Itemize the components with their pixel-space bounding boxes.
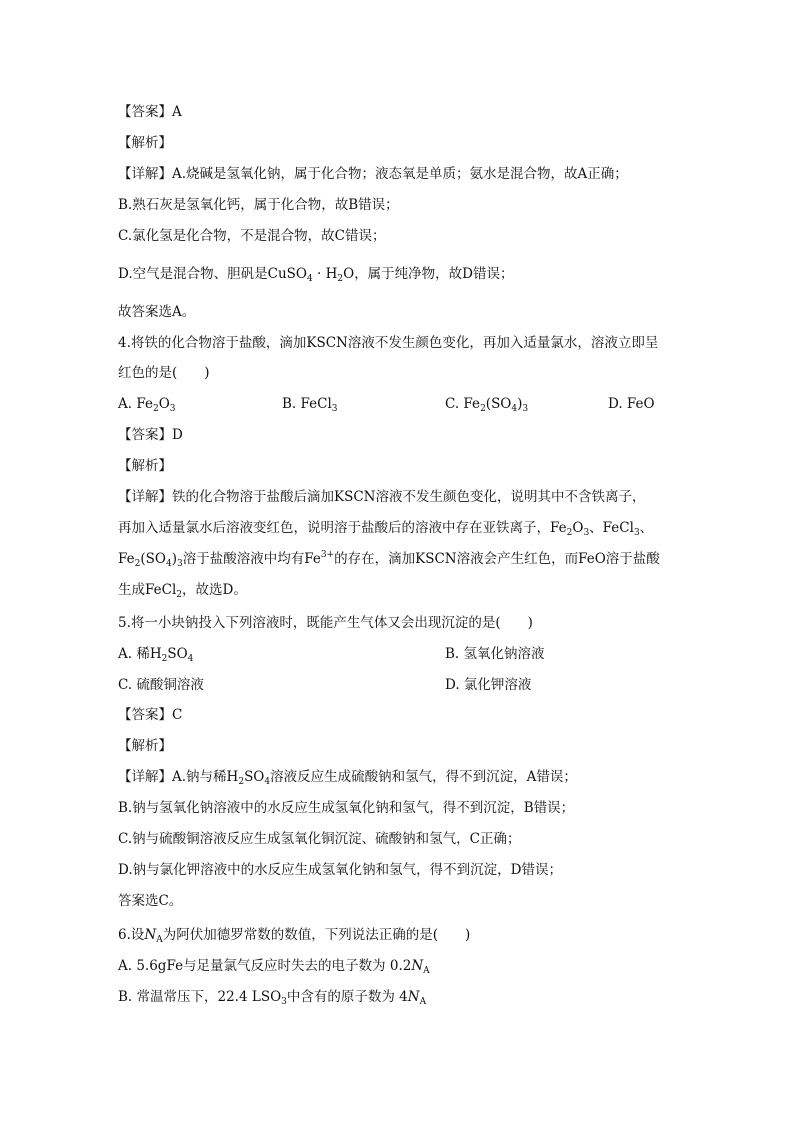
q4-option-a	[118, 394, 176, 414]
stem-text: 为阿伏加德罗常数的数值，下列说法正确的是( )	[162, 927, 471, 943]
detail-text: 生成FeCl	[118, 582, 177, 598]
detail-text: SO	[244, 769, 265, 785]
option-text: A. 稀H	[118, 646, 162, 662]
detail-text: ，故选D。	[182, 582, 247, 598]
q5-conclusion: 答案选C。	[118, 893, 183, 909]
q3-d-formula	[268, 266, 355, 282]
avogadro-symbol: N	[144, 927, 157, 943]
q3-detail-d	[118, 264, 514, 284]
q3-analysis-heading: 【解析】	[118, 135, 172, 151]
q5-answer: 【答案】C	[118, 707, 183, 723]
stem-text: 6.设	[118, 927, 145, 943]
q6-stem	[118, 925, 470, 945]
q4-option-b	[282, 394, 338, 414]
detail-text: 、	[639, 520, 654, 536]
formula-sub: 3	[331, 404, 338, 414]
option-text: A. Fe	[118, 396, 153, 412]
formula-part: CuSO	[267, 266, 307, 282]
q4-stem-line-1: 4.将铁的化合物溶于盐酸，滴加KSCN溶液不发生颜色变化，再加入适量氯水，溶液立即呈	[118, 335, 659, 351]
formula-sub: 3	[522, 404, 529, 414]
q4-analysis-heading: 【解析】	[118, 458, 172, 474]
formula-sub: A	[419, 997, 427, 1007]
q3-detail-b: B.熟石灰是氢氧化钙，属于化合物，故B错误；	[118, 197, 399, 213]
q3-answer: 【答案】A	[118, 104, 182, 120]
formula-sub: 3	[281, 997, 287, 1007]
detail-text: O	[572, 520, 584, 536]
q4-detail-line-2	[118, 518, 653, 538]
q5-analysis-heading: 【解析】	[118, 738, 172, 754]
formula-part: O	[343, 266, 355, 282]
detail-text: 【详解】A.钠与稀H	[118, 769, 239, 785]
formula-sub: 3	[633, 528, 640, 538]
avogadro-symbol: N	[411, 958, 424, 974]
formula-part: · H	[312, 266, 338, 282]
option-text: O	[158, 396, 170, 412]
formula-sub: 4	[306, 274, 313, 284]
detail-text: (SO	[140, 551, 166, 567]
option-text: B. FeCl	[282, 396, 332, 412]
formula-sub: A	[156, 935, 163, 945]
formula-sub: 2	[238, 777, 245, 787]
q3-d-post: ，属于纯净物，故D错误；	[354, 266, 514, 282]
formula-sub: 4	[264, 777, 271, 787]
q5-option-a	[118, 644, 193, 664]
q3-detail-c: C.氯化氢是化合物，不是混合物，故C错误；	[118, 228, 386, 244]
q3-detail-a: 【详解】A.烧碱是氢氧化钠，属于化合物；液态氧是单质；氨水是混合物，故A正确；	[118, 166, 628, 182]
q4-stem-line-2: 红色的是( )	[118, 365, 210, 381]
detail-text: 溶液反应生成硫酸钠和氢气，得不到沉淀，A错误；	[270, 769, 577, 785]
option-text: SO	[167, 646, 188, 662]
q3-conclusion: 故答案选A。	[118, 304, 196, 320]
q3-d-pre: D.空气是混合物、胆矾是	[118, 266, 268, 282]
q5-detail-a	[118, 767, 577, 787]
formula-sub: 3	[169, 404, 176, 414]
formula-sub: 2	[176, 590, 182, 600]
q5-option-c: C. 硫酸铜溶液	[118, 677, 204, 693]
q4-option-c	[445, 394, 528, 414]
option-text: C. Fe	[445, 396, 481, 412]
q4-option-d: D. FeO	[608, 396, 655, 412]
q4-detail-line-3	[118, 549, 660, 569]
q4-detail-line-4	[118, 580, 247, 600]
q6-option-a	[118, 956, 430, 976]
q5-detail-d: D.钠与氯化钾溶液中的水反应生成氢氧化钠和氢气，得不到沉淀，D错误；	[118, 862, 562, 878]
formula-sub: 2	[566, 528, 573, 538]
detail-text: Fe	[118, 551, 135, 567]
formula-sub: 3	[176, 559, 183, 569]
avogadro-symbol: N	[407, 989, 420, 1005]
formula-sub: A	[423, 966, 430, 976]
formula-sub: 2	[337, 274, 344, 284]
detail-text: 再加入适量氯水后溶液变红色，说明溶于盐酸后的溶液中存在亚铁离子，Fe	[118, 520, 567, 536]
option-text: B. 常温常压下，22.4 LSO	[118, 989, 282, 1005]
formula-sub: 2	[152, 404, 159, 414]
formula-sub: 2	[480, 404, 486, 414]
detail-text: 的存在，滴加KSCN溶液会产生红色，而FeO溶于盐酸	[334, 551, 660, 567]
q5-option-d: D. 氯化钾溶液	[445, 677, 532, 693]
detail-text: )	[171, 551, 177, 567]
formula-sub: 3	[583, 528, 590, 538]
formula-sub: 2	[161, 654, 168, 664]
q5-stem: 5.将一小块钠投入下列溶液时，既能产生气体又会出现沉淀的是( )	[118, 615, 533, 631]
q5-detail-c: C.钠与硫酸铜溶液反应生成氢氧化铜沉淀、硫酸钠和氢气，C正确；	[118, 831, 521, 847]
q6-option-b	[118, 987, 426, 1007]
option-text: (SO	[485, 396, 512, 412]
q4-answer: 【答案】D	[118, 427, 183, 443]
detail-text: 溶于盐酸溶液中均有Fe	[182, 551, 321, 567]
q5-option-b: B. 氢氧化钠溶液	[445, 646, 545, 662]
formula-sub: 4	[511, 404, 518, 414]
option-text: A. 5.6gFe与足量氯气反应时失去的电子数为 0.2	[118, 958, 412, 974]
q4-detail-line-1: 【详解】铁的化合物溶于盐酸后滴加KSCN溶液不发生颜色变化，说明其中不含铁离子，	[118, 489, 646, 505]
formula-sub: 4	[187, 654, 194, 664]
q5-detail-b: B.钠与氢氧化钠溶液中的水反应生成氢氧化钠和氢气，得不到沉淀，B错误；	[118, 800, 575, 816]
option-text: 中含有的原子数为 4	[286, 989, 408, 1005]
detail-text: 、FeCl	[589, 520, 634, 536]
option-text: )	[517, 396, 523, 412]
formula-sup: 3+	[320, 550, 335, 560]
formula-sub: 4	[165, 559, 172, 569]
formula-sub: 2	[134, 559, 141, 569]
